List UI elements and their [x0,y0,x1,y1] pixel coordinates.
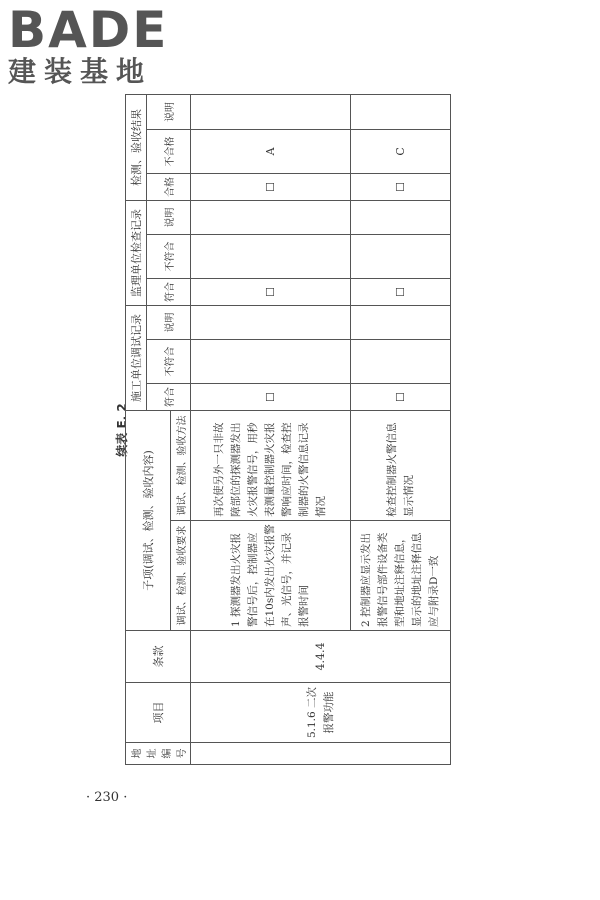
address-cell [191,743,451,765]
cell-empty [191,340,351,384]
header-result: 检测、验收结果 [126,94,147,200]
checkbox-result-2[interactable]: ☐ [351,173,451,200]
table-row [191,94,351,764]
clause-number: 4.4.4 [191,631,451,683]
header-unqualified: 不合格 [147,129,191,173]
cell-empty [191,200,351,234]
cell-empty [191,234,351,278]
header-nonconform-1: 不符合 [147,340,191,384]
method-2: 检查控制器火警信息显示情况 [351,411,451,521]
checkbox-construct-2[interactable]: ☐ [351,384,451,411]
grade-1: A [191,129,351,173]
header-conform-2: 符合 [147,278,191,305]
rotated-table-page [113,95,493,765]
header-address: 地址编号 [126,743,191,765]
method-1: 再次使另外一只非故障部位的探测器发出火灾报警信号，用秒表测量控制器火灾报警响应时间，检查控制器的火警信息记录情况 [191,411,351,521]
requirement-1: 1 探测器发出火灾报警信号后，控制器应在10s内发出火灾报警声、光信号，并记录报警时间 [191,521,351,631]
inspection-table [125,94,451,765]
header-qualified: 合格 [147,173,191,200]
header-clause: 条款 [126,631,191,683]
logo-subtitle: 建装基地 [8,55,153,88]
header-req: 调试、检测、验收要求 [171,521,191,631]
cell-empty [191,305,351,339]
cell-empty [351,234,451,278]
header-conform-1: 符合 [147,384,191,411]
item-name: 5.1.6 二次报警功能 [191,683,451,743]
header-supervise: 监理单位检查记录 [126,200,147,305]
cell-empty [351,94,451,129]
cell-empty [351,340,451,384]
grade-2: C [351,129,451,173]
header-nonconform-2: 不符合 [147,234,191,278]
header-note-3: 说明 [147,94,191,129]
header-sub: 子项(调试、检测、验收内容) [126,411,171,631]
cell-empty [351,305,451,339]
cell-empty [351,200,451,234]
page-number: · 230 · [86,790,128,805]
header-note-1: 说明 [147,305,191,339]
checkbox-construct-1[interactable]: ☐ [191,384,351,411]
header-item: 项目 [126,683,191,743]
logo-brand: BADE [8,1,169,59]
cell-empty [191,94,351,129]
checkbox-result-1[interactable]: ☐ [191,173,351,200]
checkbox-supervise-1[interactable]: ☐ [191,278,351,305]
header-method: 调试、检测、验收方法 [171,411,191,521]
logo [8,1,178,88]
checkbox-supervise-2[interactable]: ☐ [351,278,451,305]
header-construct: 施工单位调试记录 [126,305,147,410]
table-caption: 续表 E. 2 [115,403,129,457]
requirement-2: 2 控制器应显示发出报警信号部件设备类型和地址注释信息，显示的地址注释信息应与附录D一致 [351,521,451,631]
header-note-2: 说明 [147,200,191,234]
